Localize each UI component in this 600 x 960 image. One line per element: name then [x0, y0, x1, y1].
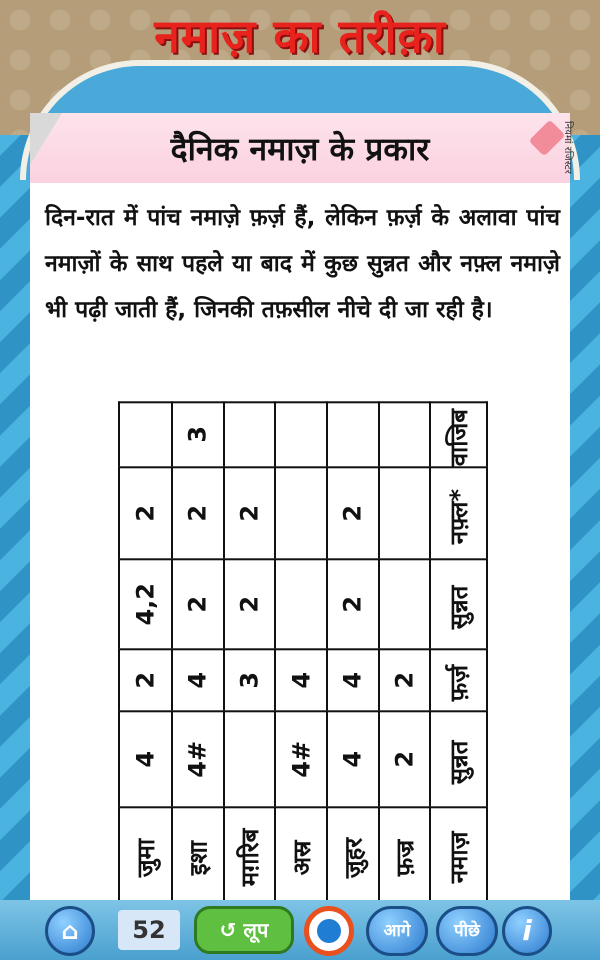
row-header: ज़ुहर [339, 837, 368, 878]
table-cell: 4,2 [131, 583, 160, 626]
row-header: फ़ज्र [391, 839, 420, 877]
column-header: नफ़्ल* [445, 488, 474, 544]
next-button[interactable]: आगे [366, 906, 428, 956]
loop-button[interactable] [194, 906, 294, 954]
table-cell: 4# [287, 740, 316, 778]
column-header: वाजिब [445, 409, 474, 467]
body-text: दिन-रात में पांच नमाज़े फ़र्ज़ हैं, लेकिन फ़र्ज़ के अलावा पांच नमाज़ों के साथ पहले या बाद में कुछ सुन्नत और नफ़्ल नमाज़े भी पढ़ी जाती हैं, जिनकी तफ़सील नीचे दी जा रही है। [45, 205, 560, 323]
namaz-table [118, 401, 488, 900]
loop-label: लूप [243, 918, 269, 942]
table-cell: 4 [287, 671, 316, 689]
table-cell: 3 [235, 671, 264, 689]
table-cell: 2 [183, 504, 212, 522]
previous-button[interactable]: पीछे [436, 906, 498, 956]
table-cell: 2 [339, 595, 368, 613]
info-icon: i [522, 914, 532, 947]
page-heading: दैनिक नमाज़ के प्रकार [170, 130, 430, 168]
column-header: नमाज़ [445, 831, 474, 884]
info-button[interactable] [502, 906, 552, 956]
table-cell: 4# [183, 740, 212, 778]
table-cell: 2 [235, 504, 264, 522]
side-label: नियमां रजिस्टर [562, 121, 573, 174]
table-cell: 3 [183, 426, 212, 444]
row-header: अस्र [287, 840, 316, 876]
row-header: इशा [184, 840, 213, 875]
table-cell: 2 [390, 750, 419, 768]
table-cell: 4 [131, 750, 160, 768]
column-header: सुन्नत [445, 585, 474, 630]
table-cell: 4 [339, 671, 368, 689]
table-cell: 2 [131, 671, 160, 689]
app-title: नमाज़ का तरीक़ा [154, 9, 446, 63]
table-cell: 2 [339, 504, 368, 522]
table-cell: 2 [235, 595, 264, 613]
content-page [30, 113, 573, 900]
home-icon: ⌂ [61, 917, 79, 945]
record-button[interactable] [304, 906, 354, 956]
page-number: 52 [118, 910, 180, 950]
table-cell: 2 [390, 671, 419, 689]
home-button[interactable] [45, 906, 95, 956]
table-cell: 4 [339, 750, 368, 768]
row-header: मग़रिब [236, 829, 265, 887]
loop-icon: ↺ [219, 918, 237, 942]
table-cell: 2 [131, 504, 160, 522]
table-cell: 4 [183, 671, 212, 689]
column-header: सुन्नत [445, 740, 474, 785]
row-header: जुमा [131, 838, 160, 877]
column-header: फ़र्ज़ [445, 665, 474, 702]
table-cell: 2 [183, 595, 212, 613]
